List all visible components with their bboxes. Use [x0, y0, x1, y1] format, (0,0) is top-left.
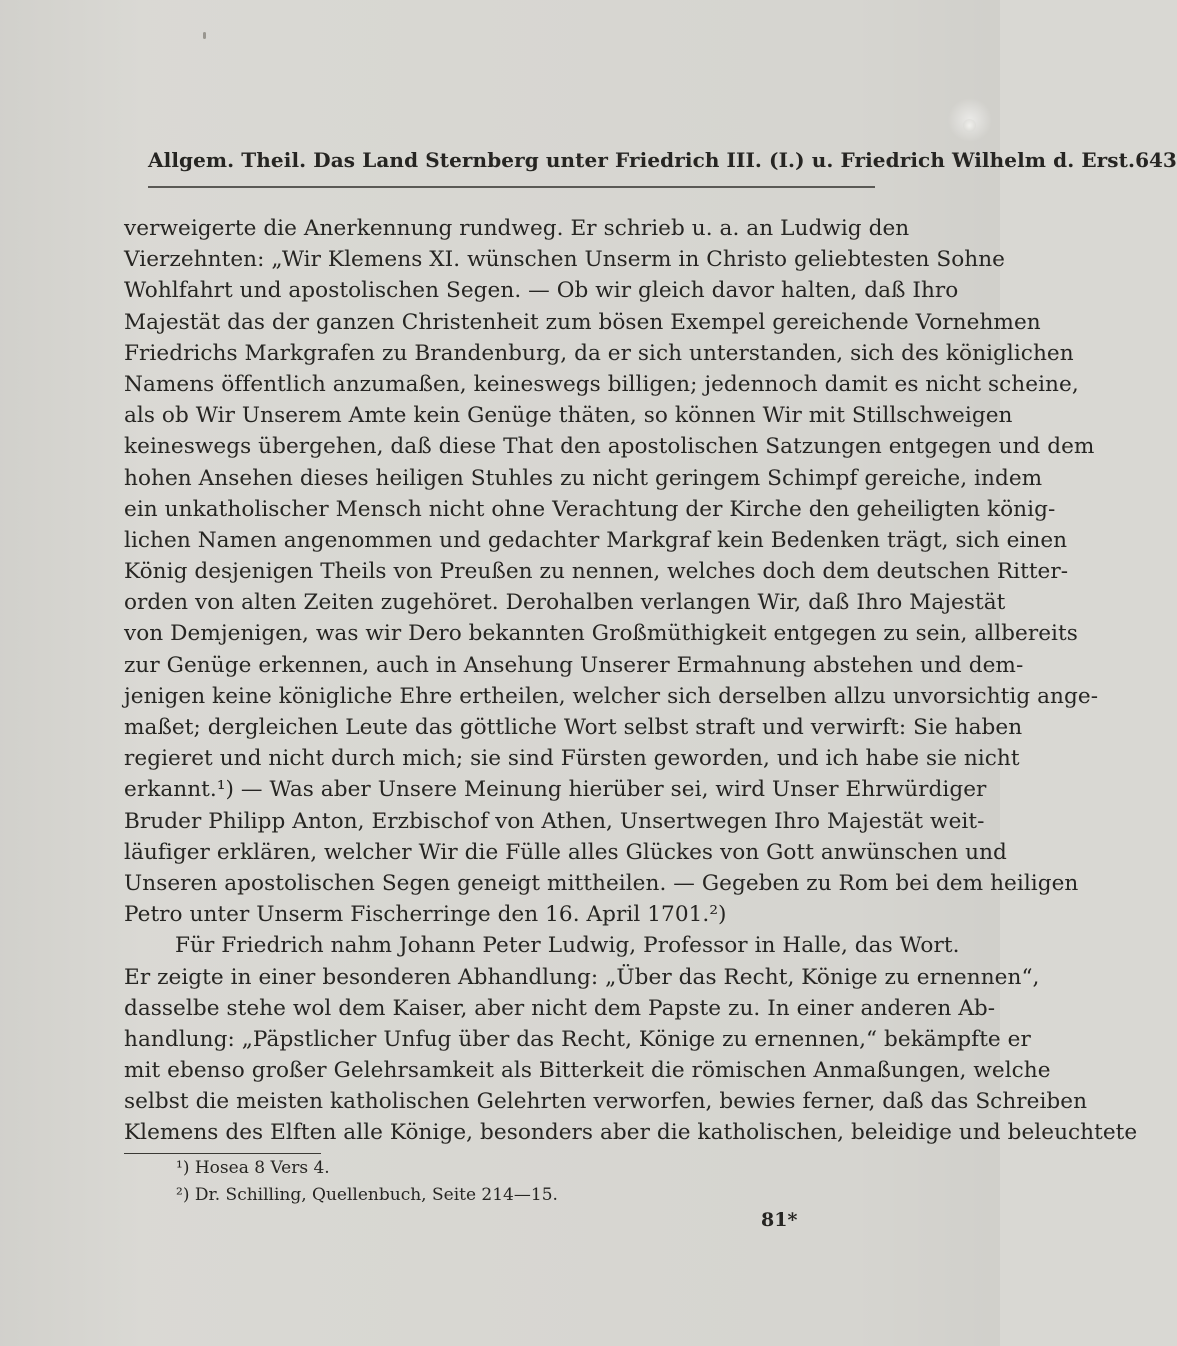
text-line: Er zeigte in einer besonderen Abhandlung: „Über das Recht, Könige zu ernennen“,	[124, 964, 1040, 990]
footnotes	[176, 1155, 736, 1209]
printer-signature: 81*	[761, 1209, 798, 1231]
text-line: lichen Namen angenommen und gedachter Markgraf kein Bedenken trägt, sich einen	[124, 527, 1068, 553]
text-line: jenigen keine königliche Ehre ertheilen, welcher sich derselben allzu unvorsichtig ange-	[124, 683, 1099, 709]
text-line: verweigerte die Anerkennung rundweg. Er schrieb u. a. an Ludwig den	[124, 216, 910, 241]
text-line: handlung: „Päpstlicher Unfug über das Recht, Könige zu ernennen,“ bekämpfte er	[124, 1026, 1031, 1052]
text-line: keineswegs übergehen, daß diese That den apostolischen Satzungen entgegen und dem	[124, 434, 1095, 460]
text-line: Bruder Philipp Anton, Erzbischof von Athen, Unsertwegen Ihro Majestät weit-	[124, 808, 985, 834]
text-line: hohen Ansehen dieses heiligen Stuhles zu nicht geringem Schimpf gereiche, indem	[124, 465, 1043, 491]
text-line: Wohlfahrt und apostolischen Segen. — Ob wir gleich davor halten, daß Ihro	[124, 278, 959, 304]
text-line: König desjenigen Theils von Preußen zu nennen, welches doch dem deutschen Ritter-	[124, 559, 1069, 585]
text-line: von Demjenigen, was wir Dero bekannten Großmüthigkeit entgegen zu sein, allbereits	[124, 621, 1078, 647]
text-line: dasselbe stehe wol dem Kaiser, aber nicht dem Papste zu. In einer anderen Ab-	[124, 995, 996, 1021]
text-line: Majestät das der ganzen Christenheit zum bösen Exempel gereichende Vornehmen	[124, 309, 1041, 335]
text-line: läufiger erklären, welcher Wir die Fülle alles Glückes von Gott anwünschen und	[124, 839, 1007, 865]
text-line: Unseren apostolischen Segen geneigt mittheilen. — Gegeben zu Rom bei dem heiligen	[124, 870, 1079, 896]
running-head: Allgem. Theil. Das Land Sternberg unter Friedrich III. (I.) u. Friedrich Wilhelm d. Erst.	[148, 148, 1136, 172]
text-line: ein unkatholischer Mensch nicht ohne Verachtung der Kirche den geheiligten könig-	[124, 496, 1056, 522]
footnote-rule	[124, 1153, 321, 1154]
text-line: maßet; dergleichen Leute das göttliche Wort selbst straft und verwirft: Sie haben	[124, 715, 1023, 740]
text-line: zur Genüge erkennen, auch in Ansehung Unserer Ermahnung abstehen und dem-	[124, 652, 1024, 678]
text-line: Petro unter Unserm Fischerringe den 16. April 1701.²)	[124, 902, 727, 928]
footnote-2: ²) Dr. Schilling, Quellenbuch, Seite 214—15.	[176, 1185, 558, 1205]
text-line: Klemens des Elften alle Könige, besonders aber die katholischen, beleidige und beleuchtete	[124, 1120, 1138, 1146]
text-line: mit ebenso großer Gelehrsamkeit als Bitterkeit die römischen Anmaßungen, welche	[124, 1058, 1051, 1084]
paper-spot	[963, 119, 976, 132]
text-line: regieret und nicht durch mich; sie sind Fürsten geworden, und ich habe sie nicht	[124, 746, 1020, 772]
text-line: selbst die meisten katholischen Gelehrten verworfen, bewies ferner, daß das Schreiben	[124, 1089, 1088, 1115]
text-line: als ob Wir Unserem Amte kein Genüge thäten, so können Wir mit Stillschweigen	[124, 403, 1013, 429]
page-number: 643	[1135, 148, 1177, 172]
text-line: Friedrichs Markgrafen zu Brandenburg, da er sich unterstanden, sich des königlichen	[124, 340, 1074, 366]
footnote-1: ¹) Hosea 8 Vers 4.	[176, 1158, 330, 1178]
running-header	[148, 148, 1177, 188]
text-line: Vierzehnten: „Wir Klemens XI. wünschen Unserm in Christo geliebtesten Sohne	[124, 247, 1006, 273]
text-line-paragraph-start: Für Friedrich nahm Johann Peter Ludwig, Professor in Halle, das Wort.	[175, 933, 960, 959]
text-line: erkannt.¹) — Was aber Unsere Meinung hierüber sei, wird Unser Ehrwürdiger	[124, 777, 987, 803]
ink-speck	[203, 32, 206, 39]
text-line: Namens öffentlich anzumaßen, keineswegs billigen; jedennoch damit es nicht scheine,	[124, 371, 1079, 397]
text-line: orden von alten Zeiten zugehöret. Derohalben verlangen Wir, daß Ihro Majestät	[124, 590, 1006, 616]
body-text	[124, 213, 1138, 1149]
